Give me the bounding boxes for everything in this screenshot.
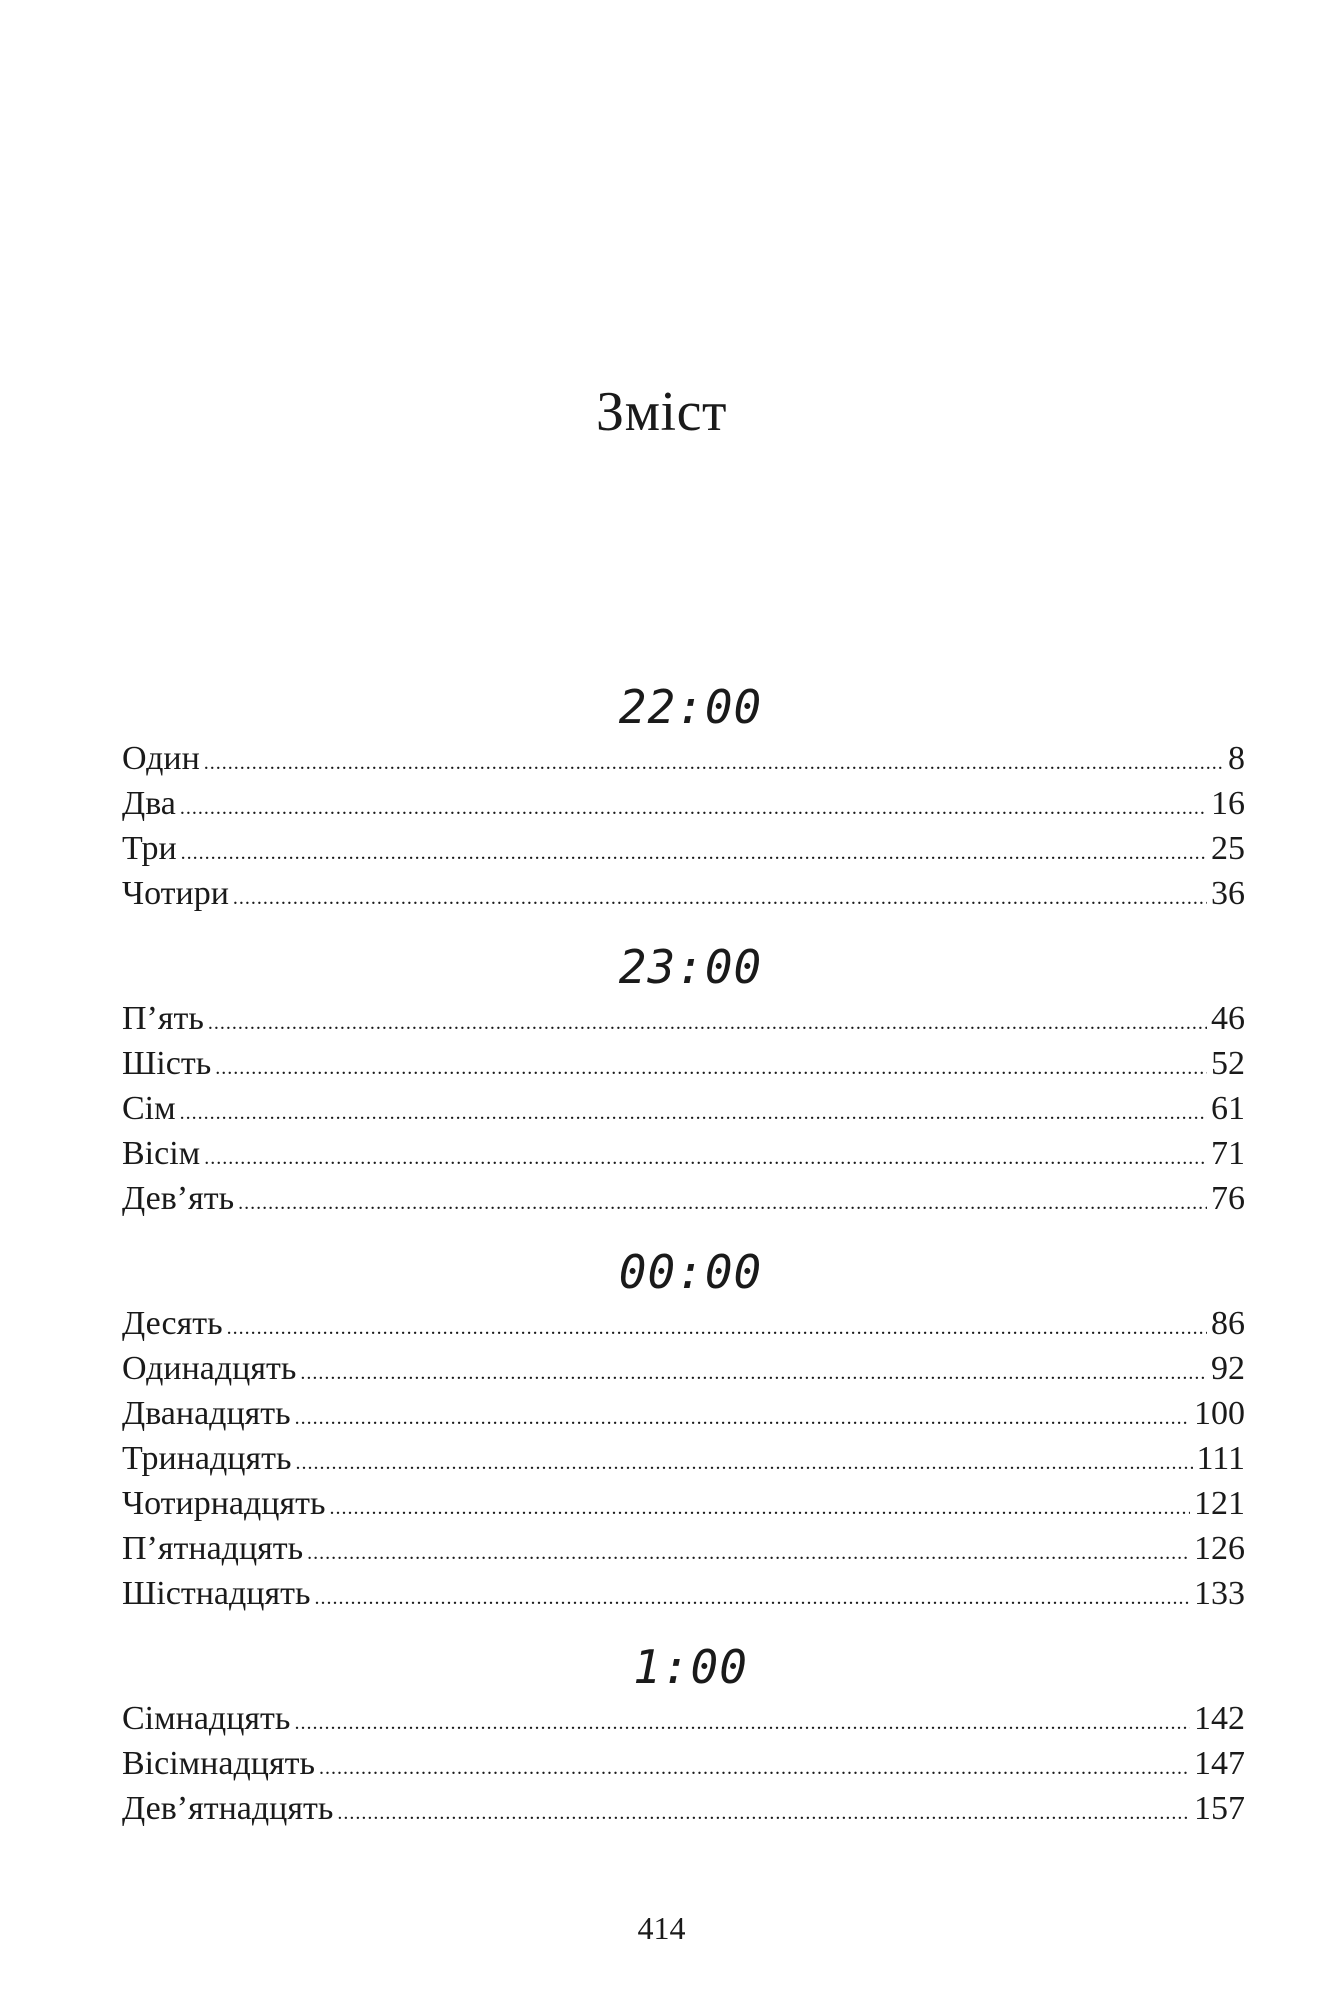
toc-entry — [122, 996, 1245, 1041]
toc-entry — [122, 1436, 1245, 1481]
chapter-page-number: 25 — [1211, 830, 1245, 867]
dot-leader — [294, 1701, 1190, 1746]
chapter-title: Чотирнадцять — [122, 1485, 326, 1522]
chapter-title: Чотири — [122, 875, 229, 912]
section-time-heading: 00:00 — [618, 1245, 763, 1299]
chapter-title: Два — [122, 785, 176, 822]
chapter-title: Один — [122, 740, 200, 777]
toc-entry — [122, 1301, 1245, 1346]
chapter-page-number: 142 — [1194, 1700, 1245, 1737]
section-time-heading: 23:00 — [618, 940, 763, 994]
dot-leader — [227, 1306, 1207, 1351]
toc-entry — [122, 1571, 1245, 1616]
chapter-title: Тринадцять — [122, 1440, 292, 1477]
dot-leader — [233, 876, 1207, 921]
dot-leader — [337, 1791, 1190, 1836]
toc-section — [122, 1638, 1245, 1831]
dot-leader — [314, 1576, 1190, 1621]
chapter-page-number: 86 — [1211, 1305, 1245, 1342]
chapter-title: Десять — [122, 1305, 223, 1342]
toc-entry — [122, 1741, 1245, 1786]
dot-leader — [180, 786, 1207, 831]
toc-entry-list — [122, 736, 1245, 916]
page-title: Зміст — [596, 381, 727, 443]
toc-entry-list — [122, 1696, 1245, 1831]
toc-entry-list — [122, 996, 1245, 1221]
chapter-page-number: 61 — [1211, 1090, 1245, 1127]
toc-entry — [122, 1131, 1245, 1176]
toc-section — [122, 938, 1245, 1221]
toc-entry — [122, 736, 1245, 781]
toc-entry-list — [122, 1301, 1245, 1616]
toc-entry — [122, 1481, 1245, 1526]
dot-leader — [330, 1486, 1191, 1531]
dot-leader — [238, 1181, 1207, 1226]
toc-entry — [122, 781, 1245, 826]
toc-section — [122, 1243, 1245, 1616]
chapter-page-number: 126 — [1194, 1530, 1245, 1567]
chapter-title: Сім — [122, 1090, 176, 1127]
toc-entry — [122, 1696, 1245, 1741]
chapter-page-number: 121 — [1194, 1485, 1245, 1522]
chapter-page-number: 133 — [1194, 1575, 1245, 1612]
dot-leader — [319, 1746, 1190, 1791]
chapter-title: Одинадцять — [122, 1350, 297, 1387]
dot-leader — [215, 1046, 1207, 1091]
section-time-heading: 1:00 — [633, 1640, 748, 1694]
section-time-heading: 22:00 — [618, 680, 763, 734]
chapter-page-number: 46 — [1211, 1000, 1245, 1037]
chapter-title: Шість — [122, 1045, 212, 1082]
chapter-page-number: 157 — [1194, 1790, 1245, 1827]
chapter-title: П’ять — [122, 1000, 204, 1037]
dot-leader — [204, 1136, 1207, 1181]
toc-entry — [122, 1391, 1245, 1436]
dot-leader — [180, 1091, 1207, 1136]
chapter-page-number: 76 — [1211, 1180, 1245, 1217]
chapter-page-number: 52 — [1211, 1045, 1245, 1082]
dot-leader — [295, 1396, 1190, 1441]
chapter-title: Три — [122, 830, 177, 867]
page-number: 414 — [637, 1910, 686, 1946]
chapter-title: Сімнадцять — [122, 1700, 291, 1737]
toc-section — [122, 678, 1245, 916]
dot-leader — [295, 1441, 1192, 1486]
chapter-page-number: 147 — [1194, 1745, 1245, 1782]
chapter-title: Дев’ять — [122, 1180, 235, 1217]
toc-entry — [122, 1526, 1245, 1571]
chapter-page-number: 92 — [1211, 1350, 1245, 1387]
toc-entry — [122, 1041, 1245, 1086]
toc-entry — [122, 1786, 1245, 1831]
chapter-title: Вісімнадцять — [122, 1745, 315, 1782]
chapter-title: Вісім — [122, 1135, 201, 1172]
dot-leader — [208, 1001, 1207, 1046]
chapter-title: Дев’ятнадцять — [122, 1790, 334, 1827]
dot-leader — [181, 831, 1207, 876]
chapter-title: П’ятнадцять — [122, 1530, 304, 1567]
chapter-page-number: 71 — [1211, 1135, 1245, 1172]
toc-entry — [122, 826, 1245, 871]
dot-leader — [300, 1351, 1207, 1396]
chapter-page-number: 16 — [1211, 785, 1245, 822]
chapter-page-number: 36 — [1211, 875, 1245, 912]
chapter-page-number: 111 — [1196, 1440, 1245, 1477]
dot-leader — [204, 741, 1224, 786]
toc-entry — [122, 871, 1245, 916]
dot-leader — [307, 1531, 1190, 1576]
chapter-page-number: 8 — [1228, 740, 1245, 777]
table-of-contents — [122, 678, 1245, 1831]
toc-entry — [122, 1086, 1245, 1131]
toc-entry — [122, 1346, 1245, 1391]
chapter-title: Шістнадцять — [122, 1575, 311, 1612]
chapter-page-number: 100 — [1194, 1395, 1245, 1432]
chapter-title: Дванадцять — [122, 1395, 291, 1432]
toc-entry — [122, 1176, 1245, 1221]
